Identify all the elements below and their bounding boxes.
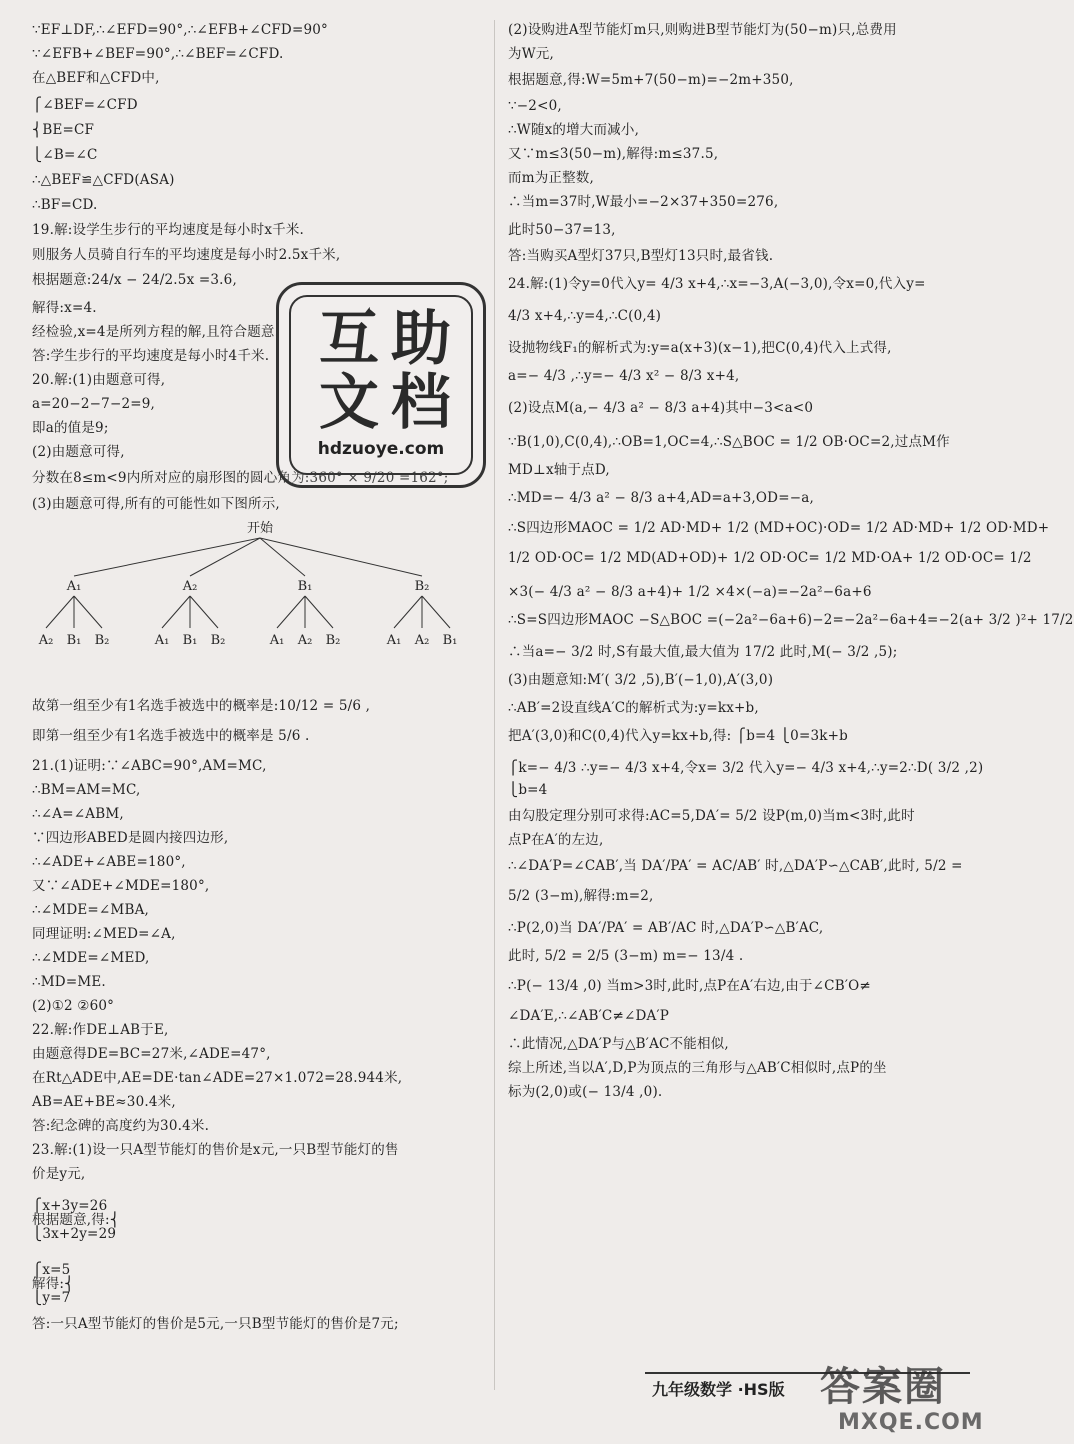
answer-line: 经检验,x=4是所列方程的解,且符合题意.	[32, 324, 280, 340]
answer-line: ∴W随x的增大而减小,	[508, 122, 640, 138]
answer-line: 价是y元,	[32, 1166, 86, 1182]
answer-line: 在△BEF和△CFD中,	[32, 70, 160, 86]
tree-node-level1: B₂	[414, 579, 430, 594]
watermark-char: 互	[319, 304, 379, 374]
answer-line: 根据题意:24/x − 24/2.5x =3.6,	[32, 272, 237, 288]
answer-line: ∵B(1,0),C(0,4),∴OB=1,OC=4,∴S△BOC = 1/2 OB·OC=2,过点M作	[508, 434, 950, 450]
answer-line: 故第一组至少有1名选手被选中的概率是:10/12 = 5/6 ,	[32, 698, 371, 714]
answer-line: 设抛物线F₁的解析式为:y=a(x+3)(x−1),把C(0,4)代入上式得,	[508, 340, 892, 356]
answer-line: ⎩∠B=∠C	[32, 147, 98, 163]
tree-node-level2: B₂	[94, 633, 110, 648]
answer-line: 分数在8≤m<9内所对应的扇形图的圆心角为:360° × 9/20 =162°;	[32, 470, 449, 486]
answer-line: ∵EF⊥DF,∴∠EFD=90°,∴∠EFB+∠CFD=90°	[32, 22, 328, 38]
answer-line: ∴BF=CD.	[32, 197, 98, 213]
answer-line: ∴此情况,△DA′P与△B′AC不能相似,	[508, 1036, 729, 1052]
answer-line: 23.解:(1)设一只A型节能灯的售价是x元,一只B型节能灯的售	[32, 1142, 399, 1158]
answer-line: 则服务人员骑自行车的平均速度是每小时2.5x千米,	[32, 247, 341, 263]
answer-line: (3)由题意可得,所有的可能性如下图所示,	[32, 496, 280, 512]
answer-line: ∵∠EFB+∠BEF=90°,∴∠BEF=∠CFD.	[32, 46, 284, 62]
answer-line: ∴∠MDE=∠MBA,	[32, 902, 150, 918]
tree-branch	[190, 596, 218, 628]
answer-line: (3)由题意知:M′( 3/2 ,5),B′(−1,0),A′(3,0)	[508, 672, 774, 688]
answer-line: a=20−2−7−2=9,	[32, 396, 156, 412]
tree-branch	[422, 596, 450, 628]
answer-line: 5/2 (3−m),解得:m=2,	[508, 888, 654, 904]
answer-line: ∴S=S四边形MAOC −S△BOC =(−2a²−6a+6)−2=−2a²−6a+4=−2(a+ 3/2 )²+ 17/2	[508, 612, 1074, 628]
tree-node-level2: A₂	[297, 633, 313, 648]
tree-branch	[74, 538, 260, 576]
tree-branch	[190, 538, 260, 576]
answer-line: ∴BM=AM=MC,	[32, 782, 141, 798]
answer-stamp-url: MXQE.COM	[838, 1410, 984, 1435]
probability-tree-diagram	[32, 518, 487, 658]
answer-line: 即第一组至少有1名选手被选中的概率是 5/6 .	[32, 728, 310, 744]
answer-line: (2)设购进A型节能灯m只,则购进B型节能灯为(50−m)只,总费用	[508, 22, 897, 38]
answer-line: ∴∠MDE=∠MED,	[32, 950, 150, 966]
tree-branch	[394, 596, 422, 628]
answer-line: AB=AE+BE≈30.4米,	[32, 1094, 176, 1110]
watermark-char: 档	[391, 368, 451, 438]
answer-line: ∴MD=− 4/3 a² − 8/3 a+4,AD=a+3,OD=−a,	[508, 490, 814, 506]
answer-line: 20.解:(1)由题意可得,	[32, 372, 166, 388]
answer-line: 解得:⎨	[32, 1276, 75, 1292]
answer-line: ∴∠A=∠ABM,	[32, 806, 124, 822]
answer-line: ⎩b=4	[508, 782, 548, 798]
tree-branch	[46, 596, 74, 628]
answer-line: ∵四边形ABED是圆内接四边形,	[32, 830, 229, 846]
answer-line: ⎩3x+2y=29	[32, 1226, 117, 1242]
tree-root-label: 开始	[246, 521, 274, 536]
answer-line: 19.解:设学生步行的平均速度是每小时x千米.	[32, 222, 305, 238]
answer-line: ∴∠ADE+∠ABE=180°,	[32, 854, 186, 870]
answer-line: ∴P(2,0)当 DA′/PA′ = AB′/AC 时,△DA′P∽△B′AC,	[508, 920, 824, 936]
answer-line: ∴MD=ME.	[32, 974, 106, 990]
tree-node-level2: B₂	[325, 633, 341, 648]
answer-line: ∴△BEF≌△CFD(ASA)	[32, 172, 175, 188]
answer-line: ∴当m=37时,W最小=−2×37+350=276,	[508, 194, 779, 210]
answer-line: 在Rt△ADE中,AE=DE·tan∠ADE=27×1.072=28.944米,	[32, 1070, 403, 1086]
tree-branch	[277, 596, 305, 628]
answer-line: ⎧x=5	[32, 1262, 71, 1278]
answer-line: 同理证明:∠MED=∠A,	[32, 926, 176, 942]
tree-branch	[162, 596, 190, 628]
answer-line: a=− 4/3 ,∴y=− 4/3 x² − 8/3 x+4,	[508, 368, 740, 384]
answer-line: 答:当购买A型灯37只,B型灯13只时,最省钱.	[508, 248, 774, 264]
watermark-stamp	[276, 282, 486, 488]
answer-line: 而m为正整数,	[508, 170, 594, 186]
answer-line: 答:一只A型节能灯的售价是5元,一只B型节能灯的售价是7元;	[32, 1316, 399, 1332]
watermark-url: hdzuoye.com	[317, 439, 445, 459]
tree-branch	[74, 596, 102, 628]
answer-line: 1/2 OD·OC= 1/2 MD(AD+OD)+ 1/2 OD·OC= 1/2 MD·OA+ 1/2 OD·OC= 1/2	[508, 550, 1032, 566]
answer-line: 此时50−37=13,	[508, 222, 616, 238]
answer-line: (2)①2 ②60°	[32, 998, 115, 1014]
answer-line: 答:纪念碑的高度约为30.4米.	[32, 1118, 210, 1134]
answer-line: ∴∠DA′P=∠CAB′,当 DA′/PA′ = AC/AB′ 时,△DA′P∽△CAB′,此时, 5/2 =	[508, 858, 963, 874]
answer-line: ×3(− 4/3 a² − 8/3 a+4)+ 1/2 ×4×(−a)=−2a²−6a+6	[508, 584, 872, 600]
answer-line: 此时, 5/2 = 2/5 (3−m) m=− 13/4 .	[508, 948, 744, 964]
answer-line: 24.解:(1)令y=0代入y= 4/3 x+4,∴x=−3,A(−3,0),令x=0,代入y=	[508, 276, 926, 292]
answer-line: ⎩y=7	[32, 1290, 71, 1306]
footer-label: 九年级数学 ·HS版	[652, 1380, 785, 1399]
answer-line: 即a的值是9;	[32, 420, 109, 436]
answer-line: ⎧∠BEF=∠CFD	[32, 97, 138, 113]
answer-line: ∴当a=− 3/2 时,S有最大值,最大值为 17/2 此时,M(− 3/2 ,5);	[508, 644, 898, 660]
answer-line: 根据题意,得:⎨	[32, 1212, 121, 1228]
answer-line: ∴S四边形MAOC = 1/2 AD·MD+ 1/2 (MD+OC)·OD= 1/2 AD·MD+ 1/2 OD·MD+	[508, 520, 1050, 536]
watermark-char: 助	[391, 304, 451, 374]
answer-line: ⎨BE=CF	[32, 122, 95, 138]
answer-line: 把A′(3,0)和C(0,4)代入y=kx+b,得: ⎧b=4 ⎩0=3k+b	[508, 728, 848, 744]
tree-node-level2: A₁	[386, 633, 402, 648]
answer-line: 点P在A′的左边,	[508, 832, 604, 848]
answer-line: ∴AB′=2设直线A′C的解析式为:y=kx+b,	[508, 700, 759, 716]
answer-line: 答:学生步行的平均速度是每小时4千米.	[32, 348, 270, 364]
answer-line: 由勾股定理分别可求得:AC=5,DA′= 5/2 设P(m,0)当m<3时,此时	[508, 808, 915, 824]
answer-line: 由题意得DE=BC=27米,∠ADE=47°,	[32, 1046, 271, 1062]
answer-line: 为W元,	[508, 46, 554, 62]
tree-node-level1: A₁	[66, 579, 82, 594]
answer-line: (2)由题意可得,	[32, 444, 125, 460]
tree-node-level2: B₁	[182, 633, 198, 648]
answer-line: 4/3 x+4,∴y=4,∴C(0,4)	[508, 308, 662, 324]
tree-node-level2: A₂	[414, 633, 430, 648]
answer-line: ∵−2<0,	[508, 98, 562, 114]
answer-line: (2)设点M(a,− 4/3 a² − 8/3 a+4)其中−3<a<0	[508, 400, 814, 416]
answer-line: 21.(1)证明:∵∠ABC=90°,AM=MC,	[32, 758, 267, 774]
answer-line: 又∵∠ADE+∠MDE=180°,	[32, 878, 210, 894]
answer-line: MD⊥x轴于点D,	[508, 462, 610, 478]
tree-node-level1: B₁	[297, 579, 313, 594]
watermark-char: 文	[319, 368, 379, 438]
answer-stamp-logo: 答案圈	[820, 1364, 946, 1410]
answer-line: 标为(2,0)或(− 13/4 ,0).	[508, 1084, 663, 1100]
answer-line: 解得:x=4.	[32, 300, 97, 316]
answer-line: 综上所述,当以A′,D,P为顶点的三角形与△AB′C相似时,点P的坐	[508, 1060, 887, 1076]
answer-line: 根据题意,得:W=5m+7(50−m)=−2m+350,	[508, 72, 794, 88]
answer-line: 22.解:作DE⊥AB于E,	[32, 1022, 169, 1038]
tree-node-level2: A₂	[38, 633, 54, 648]
answer-line: ∴P(− 13/4 ,0) 当m>3时,此时,点P在A′右边,由于∠CB′O≠	[508, 978, 871, 994]
answer-line: ∠DA′E,∴∠AB′C≠∠DA′P	[508, 1008, 670, 1024]
answer-line: ⎧k=− 4/3 ∴y=− 4/3 x+4,令x= 3/2 代入y=− 4/3 x+4,∴y=2∴D( 3/2 ,2)	[508, 760, 984, 776]
answer-line: 又∵m≤3(50−m),解得:m≤37.5,	[508, 146, 719, 162]
tree-node-level2: B₂	[210, 633, 226, 648]
tree-node-level2: B₁	[442, 633, 458, 648]
tree-node-level1: A₂	[182, 579, 198, 594]
answer-line: ⎧x+3y=26	[32, 1198, 108, 1214]
tree-node-level2: B₁	[66, 633, 82, 648]
tree-node-level2: A₁	[269, 633, 285, 648]
tree-branch	[260, 538, 422, 576]
tree-branch	[305, 596, 333, 628]
tree-node-level2: A₁	[154, 633, 170, 648]
column-divider	[494, 20, 495, 1390]
